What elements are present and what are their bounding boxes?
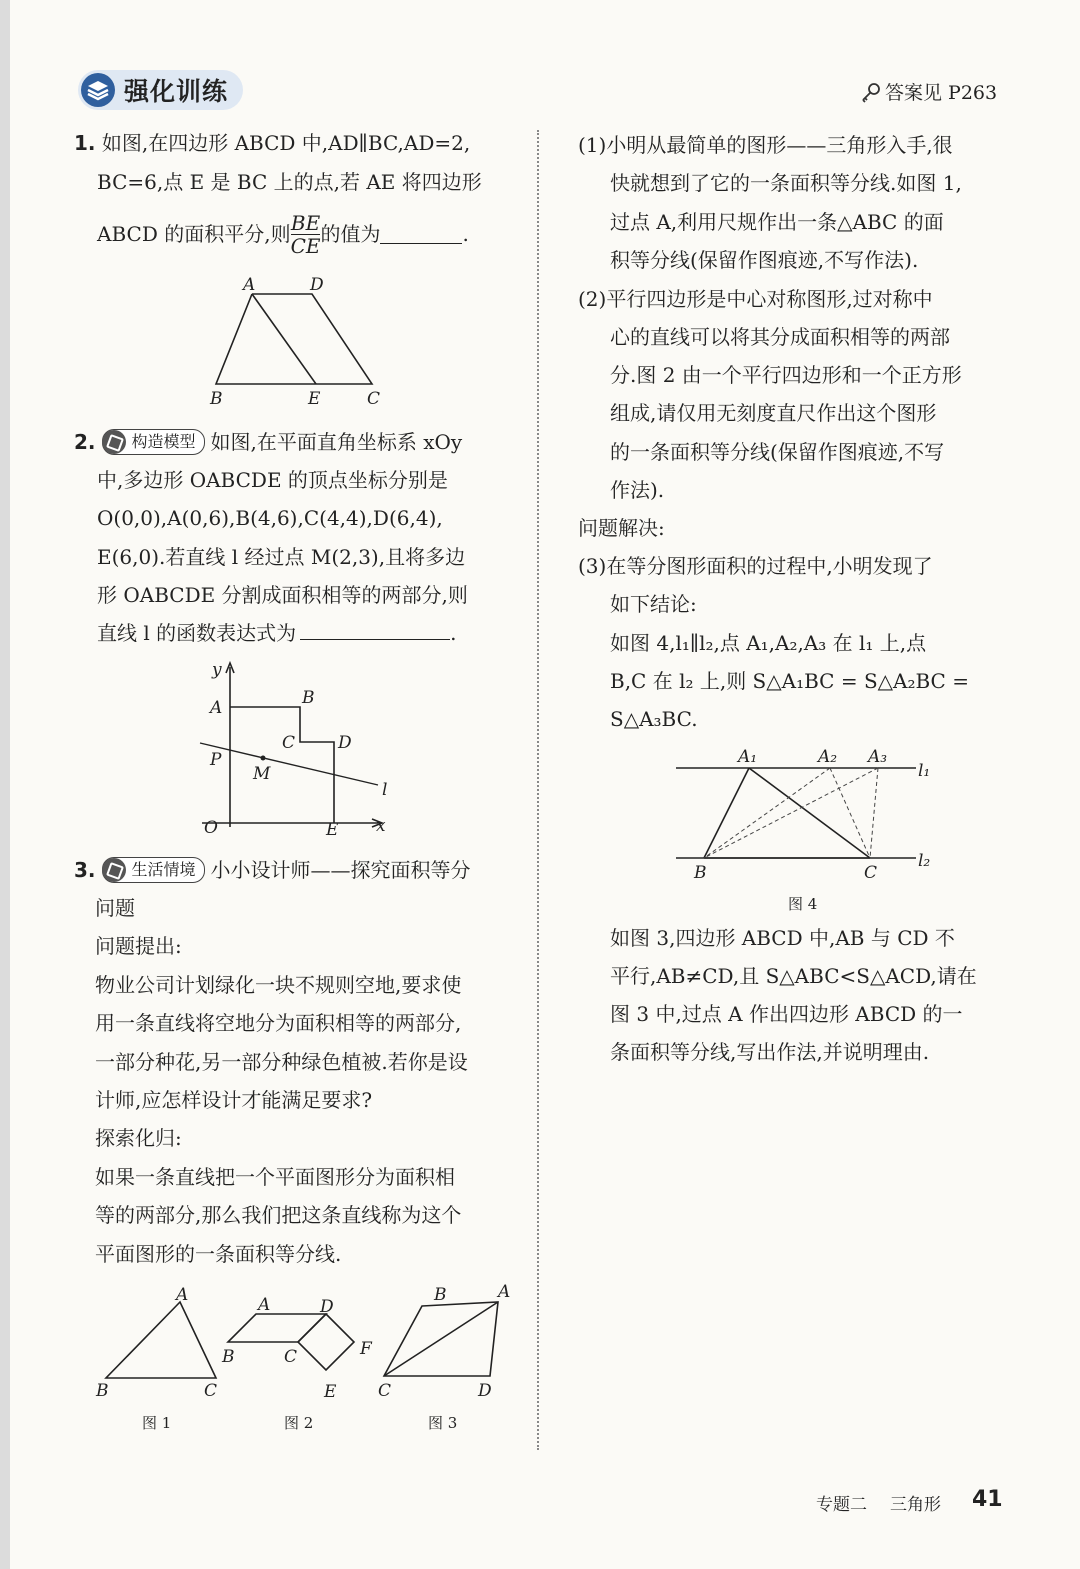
q3-p1-line2: 用一条直线将空地分为面积相等的两部分, (95, 1011, 462, 1035)
fig4-label-B: B (694, 863, 707, 883)
key-icon (860, 81, 882, 103)
layers-icon (80, 72, 116, 108)
s3-line1: (3)在等分图形面积的过程中,小明发现了 (578, 554, 933, 578)
s2-line3: 分.图 2 由一个平行四边形和一个正方形 (610, 363, 962, 387)
s3-conclusion-line3: S△A₃BC. (610, 707, 698, 731)
q3-p1-line1: 物业公司计划绿化一块不规则空地,要求使 (95, 973, 462, 997)
end-line4: 条面积等分线,写出作法,并说明理由. (610, 1040, 930, 1064)
q3-tag (102, 857, 205, 883)
q3-p1-line3: 一部分种花,另一部分种绿色植被.若你是设 (95, 1050, 468, 1074)
q3-figure-3 (372, 1280, 522, 1405)
q3-line1 (74, 857, 471, 883)
fig1-label-C: C (204, 1381, 218, 1401)
fig4-label-l2: l₂ (918, 851, 931, 871)
q3-p2-line2: 等的两部分,那么我们把这条直线称为这个 (95, 1203, 462, 1227)
fig3-label-C: C (378, 1381, 392, 1401)
q1-text3b: 的值为 (320, 222, 381, 246)
fig2-caption: 图 2 (284, 1414, 314, 1432)
q3-p1-line4: 计师,应怎样设计才能满足要求? (95, 1088, 373, 1112)
q2-line3: O(0,0),A(0,6),B(4,6),C(4,4),D(6,4), (97, 506, 443, 530)
answer-reference (860, 78, 997, 105)
end-line1: 如图 3,四边形 ABCD 中,AB 与 CD 不 (610, 926, 955, 950)
q1-label-B: B (210, 389, 223, 409)
q2-text1: 如图,在平面直角坐标系 xOy (210, 430, 463, 454)
q1-label-D: D (310, 275, 324, 295)
q2-label-x: x (376, 816, 386, 836)
footer-chapter: 三角形 (890, 1495, 941, 1515)
q2-line1 (74, 429, 462, 455)
section-banner (78, 70, 243, 110)
fig4-label-A1: A₁ (738, 747, 758, 767)
fig4-label-C: C (864, 863, 878, 883)
q1-number: 1. (74, 131, 96, 155)
q1-line2: BC=6,点 E 是 BC 上的点,若 AE 将四边形 (97, 170, 482, 194)
q3-figure-4 (670, 740, 945, 885)
q2-line2: 中,多边形 OABCDE 的顶点坐标分别是 (97, 468, 448, 492)
fig2-label-E: E (324, 1382, 337, 1402)
fig4-caption: 图 4 (788, 895, 818, 913)
q1-frac-den: CE (290, 233, 321, 258)
q1-figure (200, 270, 400, 415)
q2-line5: 形 OABCDE 分割成面积相等的两部分,则 (97, 583, 468, 607)
q1-text3: ABCD 的面积平分,则 (97, 222, 291, 246)
page-number: 41 (972, 1487, 1003, 1512)
q3-figure-2 (218, 1290, 383, 1405)
q2-label-P: P (210, 750, 222, 770)
q3-p2-line3: 平面图形的一条面积等分线. (95, 1242, 342, 1266)
footer-topic: 专题二 (816, 1495, 867, 1515)
q1-label-A: A (243, 275, 256, 295)
q2-tag (102, 429, 205, 455)
fig3-label-A: A (498, 1282, 511, 1302)
cube-icon (102, 858, 126, 882)
s3-conclusion-line1: 如图 4,l₁∥l₂,点 A₁,A₂,A₃ 在 l₁ 上,点 (610, 631, 927, 655)
q2-line4: E(6,0).若直线 l 经过点 M(2,3),且将多边 (97, 545, 466, 569)
fig3-caption: 图 3 (428, 1414, 458, 1432)
q3-number: 3. (74, 858, 96, 882)
fig4-label-A3: A₃ (868, 747, 888, 767)
fig3-label-B: B (434, 1285, 447, 1305)
q1-frac-num: BE (290, 210, 321, 235)
s3-conclusion-line2: B,C 在 l₂ 上,则 S△A₁BC = S△A₂BC = (610, 669, 969, 693)
q3-heading-explore: 探索化归: (95, 1126, 182, 1150)
q3-tag-text: 生活情境 (131, 860, 196, 879)
q1-line3 (97, 210, 469, 258)
q2-period: . (450, 621, 457, 645)
fig3-label-D: D (478, 1381, 492, 1401)
q1-period: . (462, 222, 469, 246)
end-line3: 图 3 中,过点 A 作出四边形 ABCD 的一 (610, 1002, 963, 1026)
q2-text6: 直线 l 的函数表达式为 (97, 621, 297, 645)
cube-icon (102, 430, 126, 454)
q2-label-C: C (282, 733, 296, 753)
q3-title2: 问题 (95, 896, 135, 920)
s2-line1: (2)平行四边形是中心对称图形,过对称中 (578, 287, 933, 311)
s1-line2: 快就想到了它的一条面积等分线.如图 1, (610, 171, 962, 195)
q1-fraction (291, 212, 321, 257)
s2-line2: 心的直线可以将其分成面积相等的两部 (610, 325, 950, 349)
q3-title1: 小小设计师——探究面积等分 (210, 858, 471, 882)
s2-line4: 组成,请仅用无刻度直尺作出这个图形 (610, 401, 937, 425)
fig2-label-B: B (222, 1347, 235, 1367)
s1-line3: 过点 A,利用尺规作出一条△ABC 的面 (610, 210, 944, 234)
page-edge (0, 0, 10, 1569)
s3-line2: 如下结论: (610, 592, 697, 616)
q2-label-l: l (382, 780, 388, 800)
q3-heading-raise: 问题提出: (95, 934, 182, 958)
q2-label-O: O (204, 818, 218, 838)
q2-label-M: M (253, 764, 271, 784)
q2-figure (190, 655, 400, 840)
answer-ref-text: 答案见 P263 (885, 82, 998, 104)
q2-label-E: E (326, 820, 339, 840)
q3-p2-line1: 如果一条直线把一个平面图形分为面积相 (95, 1165, 455, 1189)
q1-line1 (74, 131, 470, 155)
fig2-label-F: F (360, 1339, 372, 1359)
s2-line6: 作法). (610, 478, 665, 502)
fig1-label-A: A (176, 1285, 189, 1305)
s1-line1: (1)小明从最简单的图形——三角形入手,很 (578, 133, 953, 157)
fig1-caption: 图 1 (142, 1414, 172, 1432)
fig4-label-l1: l₁ (918, 761, 931, 781)
q2-line6 (97, 621, 456, 645)
q2-answer-blank[interactable] (300, 621, 450, 640)
q1-text1: 如图,在四边形 ABCD 中,AD∥BC,AD=2, (101, 131, 471, 155)
q2-label-A: A (210, 698, 223, 718)
fig4-label-A2: A₂ (818, 747, 838, 767)
fig2-label-A: A (258, 1295, 271, 1315)
fig2-label-D: D (320, 1297, 334, 1317)
heading-solve: 问题解决: (578, 516, 665, 540)
q2-label-B: B (302, 688, 315, 708)
column-separator (537, 130, 539, 1450)
s1-line4: 积等分线(保留作图痕迹,不写作法). (610, 248, 919, 272)
fig1-label-B: B (96, 1381, 109, 1401)
q2-label-D: D (338, 733, 352, 753)
section-title: 强化训练 (124, 77, 229, 106)
q1-label-E: E (308, 389, 321, 409)
q2-tag-text: 构造模型 (131, 432, 196, 451)
q2-number: 2. (74, 430, 96, 454)
end-line2: 平行,AB≠CD,且 S△ABC<S△ACD,请在 (610, 964, 977, 988)
q1-label-C: C (367, 389, 381, 409)
q1-answer-blank[interactable] (380, 225, 462, 244)
q3-figure-1 (92, 1282, 232, 1402)
q2-label-y: y (212, 660, 222, 680)
fig2-label-C: C (284, 1347, 298, 1367)
s2-line5: 的一条面积等分线(保留作图痕迹,不写 (610, 440, 945, 464)
